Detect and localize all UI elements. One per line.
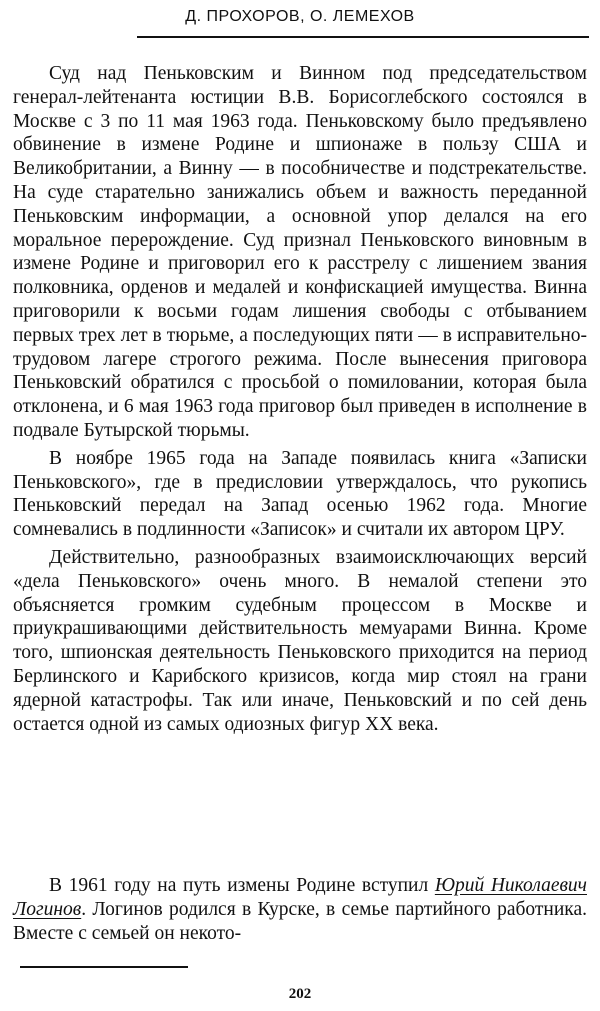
footnote-rule	[20, 966, 188, 968]
main-text	[13, 62, 587, 740]
paragraph-trial: Суд над Пеньковским и Винном под председательством генерал-лейтенанта юстиции В.В. Борисоглебского состоялся в Москве с 3 по 11 мая 1963 года. Пеньковскому было предъявлено обвинение в измене Родине и шпионаже в пользу США и Великобритании, а Винну — в пособничестве и подстрекательстве. На суде старательно занижались объем и важность переданной Пеньковским информации, а основной упор делался на его моральное перерождение. Суд признал Пеньковского виновным в измене Родине и приговорил его к расстрелу с лишением звания полковника, орденов и медалей и конфискацией имущества. Винна приговорили к восьми годам лишения свободы с отбыванием первых трех лет в тюрьме, а последующих пяти — в исправительно-трудовом лагере строгого режима. После вынесения приговора Пеньковский обратился с просьбой о помиловании, которая была отклонена, и 6 мая 1963 года приговор был приведен в исполнение в подвале Бутырской тюрьмы.	[13, 63, 587, 441]
loginov-text-before: В 1961 году на путь измены Родине вступил	[49, 875, 435, 896]
paragraph-loginov	[13, 874, 587, 945]
header-rule	[137, 36, 589, 38]
page-number: 202	[288, 986, 312, 1002]
loginov-section	[13, 874, 587, 945]
underlined-name: Юрий Николаевич Логинов	[13, 875, 587, 920]
paragraph-versions: Действительно, разнообразных взаимоисключающих версий «дела Пеньковского» очень много. В немалой степени это объясняется громким судебным процессом в Москве и приукрашивающими действительность мемуарами Винна. Кроме того, шпионская деятельность Пеньковского приходится на период Берлинского и Карибского кризисов, когда мир стоял на грани ядерной катастрофы. Так или иначе, Пеньковский и по сей день остается одной из самых одиозных фигур XX века.	[13, 546, 587, 735]
paragraph-notes-book: В ноябре 1965 года на Западе появилась книга «Записки Пеньковского», где в предисловии утверждалось, что рукопись Пеньковский передал на Запад осенью 1962 года. Многие сомневались в подлинности «Записок» и считали их автором ЦРУ.	[13, 447, 587, 541]
loginov-text-after: . Логинов родился в Курске, в семье партийного работника. Вместе с семьей он некото-	[13, 898, 587, 944]
running-header: Д. ПРОХОРОВ, О. ЛЕМЕХОВ	[185, 8, 415, 25]
